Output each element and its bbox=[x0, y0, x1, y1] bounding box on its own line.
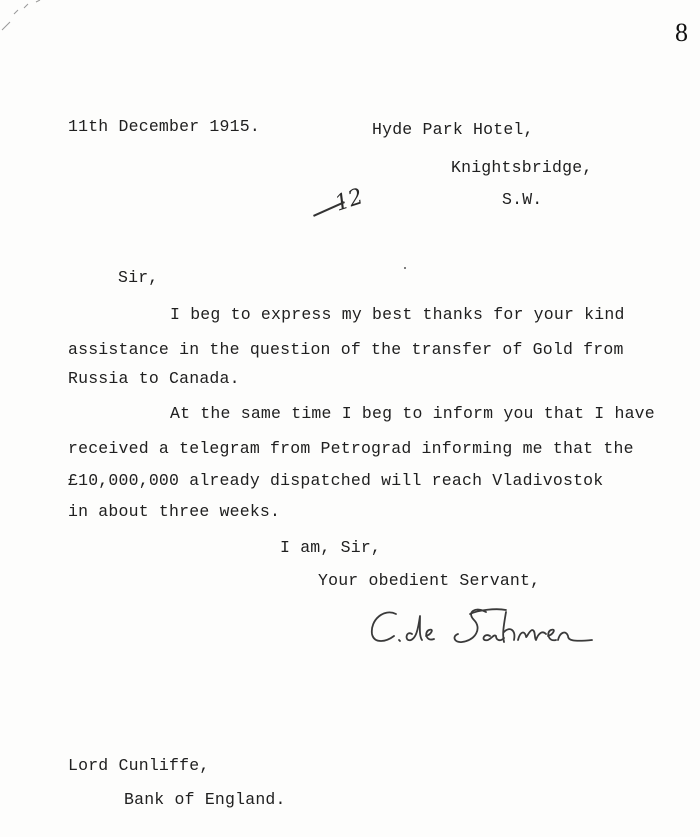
address-line-2: Knightsbridge, bbox=[451, 158, 593, 177]
page-number: 8 bbox=[675, 18, 688, 47]
body-line: received a telegram from Petrograd informing me that the bbox=[68, 439, 634, 458]
body-line: £10,000,000 already dispatched will reach Vladivostok bbox=[68, 471, 604, 490]
body-line: At the same time I beg to inform you that I have bbox=[170, 404, 655, 423]
recipient-line-1: Lord Cunliffe, bbox=[68, 756, 210, 775]
letter-date: 11th December 1915. bbox=[68, 117, 260, 136]
address-line-3: S.W. bbox=[502, 190, 543, 209]
salutation: Sir, bbox=[118, 268, 159, 287]
body-line: in about three weeks. bbox=[68, 502, 281, 521]
corner-scribble-icon bbox=[0, 0, 50, 40]
ink-dot bbox=[404, 267, 406, 269]
closing-line-1: I am, Sir, bbox=[280, 538, 382, 557]
address-line-1: Hyde Park Hotel, bbox=[372, 120, 534, 139]
body-line: assistance in the question of the transfer of Gold from bbox=[68, 340, 624, 359]
handwritten-annotation: 12 bbox=[331, 184, 367, 217]
body-line: I beg to express my best thanks for your kind bbox=[170, 305, 625, 324]
closing-line-2: Your obedient Servant, bbox=[318, 571, 541, 590]
recipient-line-2: Bank of England. bbox=[124, 790, 286, 809]
body-line: Russia to Canada. bbox=[68, 369, 240, 388]
handwritten-signature bbox=[366, 600, 606, 655]
